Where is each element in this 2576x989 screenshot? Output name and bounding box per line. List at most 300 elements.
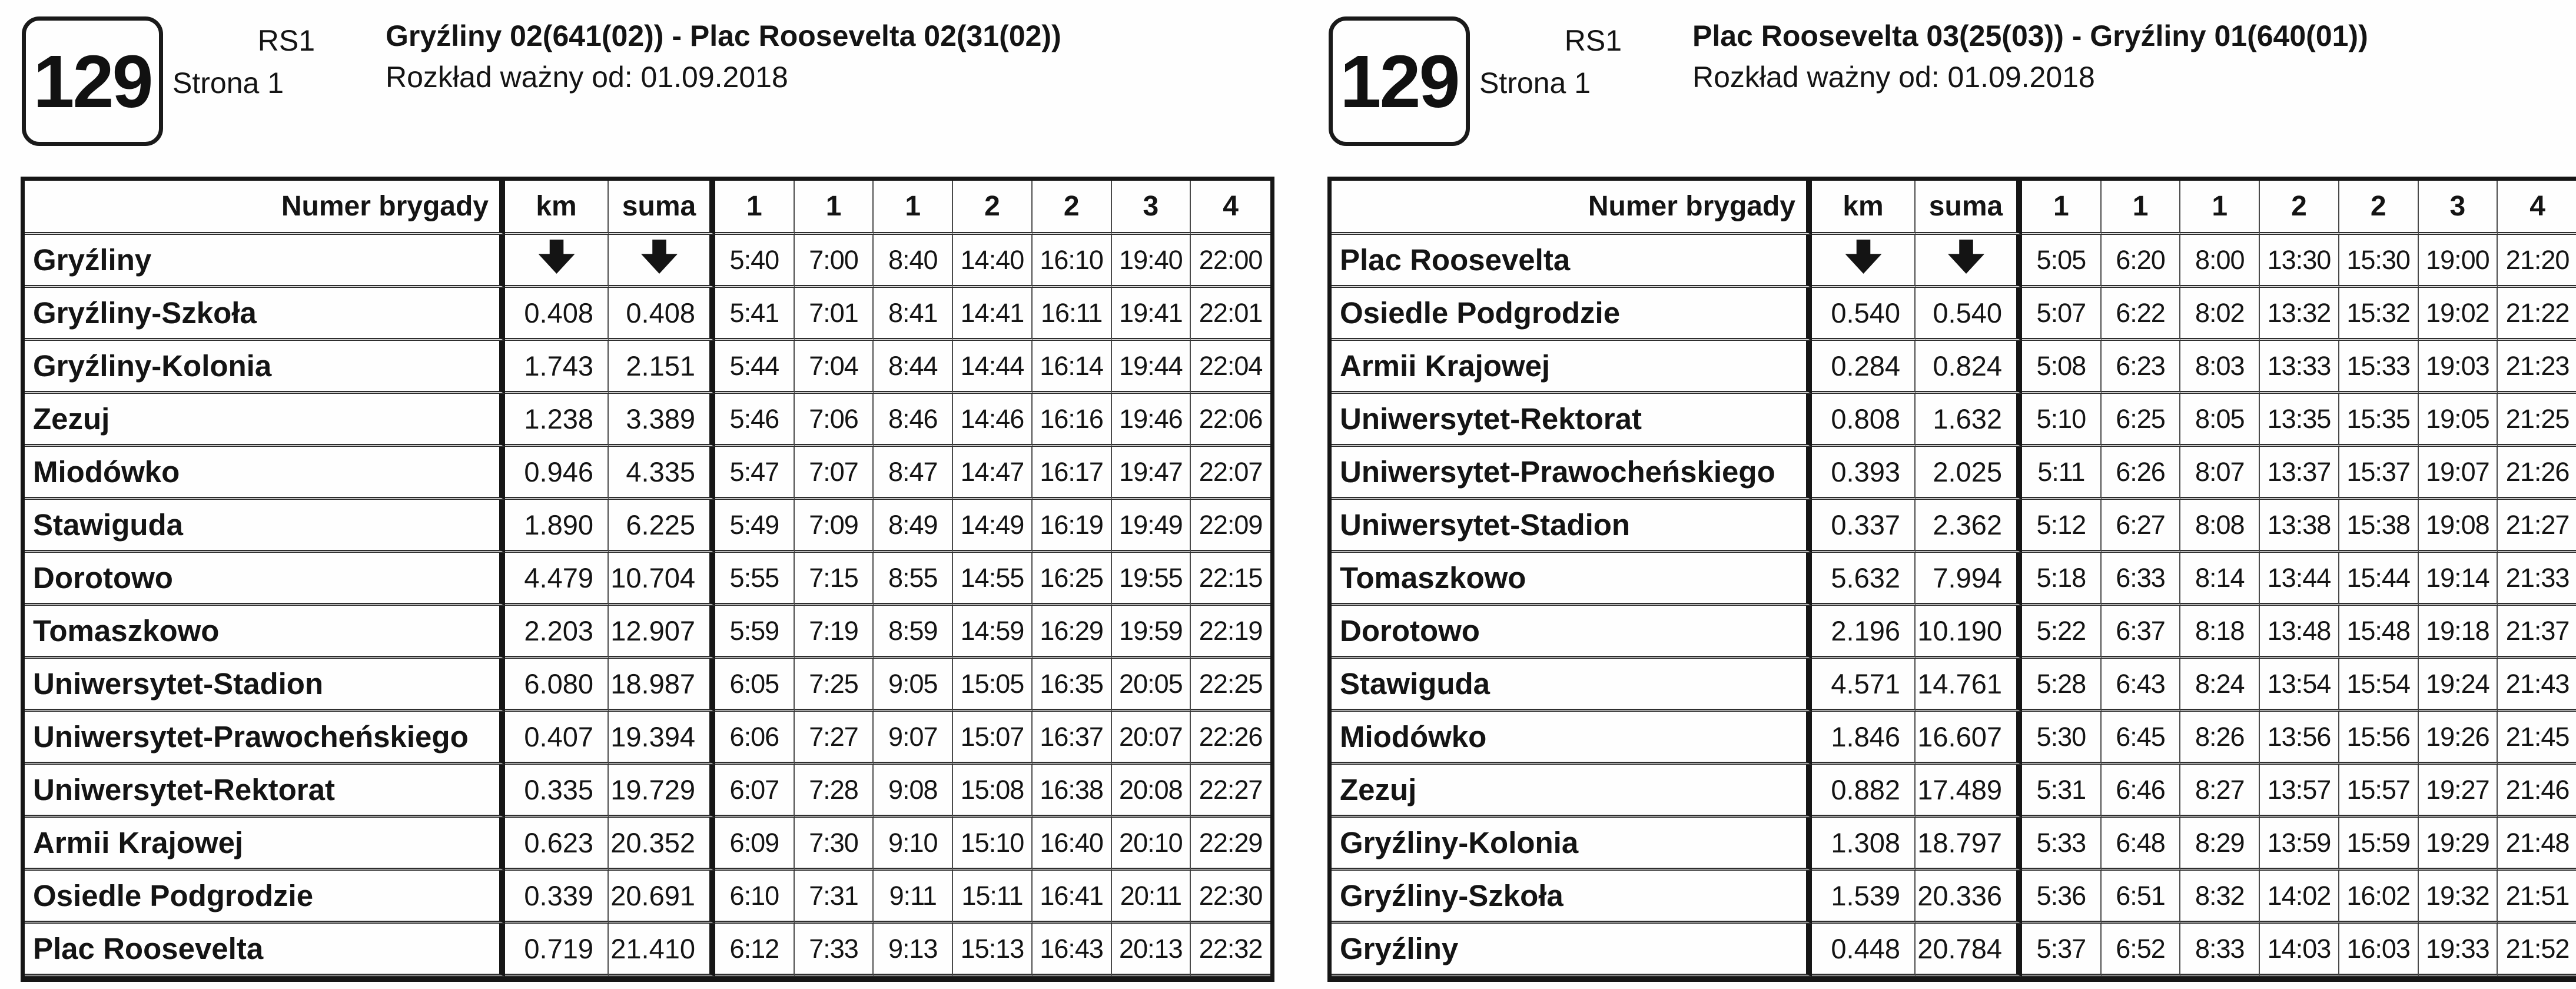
time-cell: 19:32: [2419, 871, 2498, 924]
suma-cell: 20.352: [609, 818, 715, 871]
table-row: [25, 447, 1270, 500]
stop-name-cell: Osiedle Podgrodzie: [25, 871, 505, 924]
time-cell: 19:33: [2419, 924, 2498, 977]
time-cell: 21:51: [2498, 871, 2576, 924]
time-cell: 13:37: [2260, 447, 2339, 500]
down-arrow-icon: [641, 240, 678, 274]
stop-name-cell: Dorotowo: [25, 553, 505, 606]
time-cell: 9:13: [874, 924, 953, 977]
time-cell: 5:36: [2022, 871, 2102, 924]
time-cell: 14:44: [953, 341, 1033, 394]
km-cell: 0.882: [1812, 765, 1916, 818]
time-cell: 21:46: [2498, 765, 2576, 818]
time-cell: 7:33: [795, 924, 874, 977]
validity-label: Rozkład ważny od: 01.09.2018: [1692, 61, 2095, 94]
time-cell: 5:37: [2022, 924, 2102, 977]
km-cell: 0.719: [505, 924, 609, 977]
column-header-km: km: [1812, 181, 1916, 235]
suma-cell: 3.389: [609, 394, 715, 447]
time-cell: 22:04: [1191, 341, 1270, 394]
km-cell: 1.890: [505, 500, 609, 553]
stop-name-cell: Gryźliny-Szkoła: [25, 288, 505, 341]
table-row: [1332, 553, 2576, 606]
time-cell: 6:43: [2102, 659, 2181, 712]
time-cell: 14:49: [953, 500, 1033, 553]
time-cell: 19:03: [2419, 341, 2498, 394]
suma-cell: 12.907: [609, 606, 715, 659]
time-cell: 16:14: [1033, 341, 1112, 394]
time-cell: 21:22: [2498, 288, 2576, 341]
table-row: [1332, 235, 2576, 288]
time-cell: 8:08: [2180, 500, 2260, 553]
time-cell: 7:00: [795, 235, 874, 288]
km-cell: 1.539: [1812, 871, 1916, 924]
time-cell: 16:40: [1033, 818, 1112, 871]
time-cell: 8:24: [2180, 659, 2260, 712]
time-cell: 7:04: [795, 341, 874, 394]
stop-name-cell: Uniwersytet-Prawocheńskiego: [25, 712, 505, 765]
time-cell: 7:15: [795, 553, 874, 606]
table-row: [1332, 606, 2576, 659]
time-cell: 19:27: [2419, 765, 2498, 818]
km-cell: 1.743: [505, 341, 609, 394]
time-cell: 20:05: [1112, 659, 1191, 712]
time-cell: 19:47: [1112, 447, 1191, 500]
brigade-number-header: 2: [2260, 181, 2339, 235]
time-cell: 5:55: [715, 553, 795, 606]
time-cell: 9:10: [874, 818, 953, 871]
table-row: [1332, 871, 2576, 924]
time-cell: 14:40: [953, 235, 1033, 288]
suma-cell: 14.761: [1916, 659, 2022, 712]
time-cell: 22:09: [1191, 500, 1270, 553]
time-cell: 15:57: [2339, 765, 2419, 818]
time-cell: 22:15: [1191, 553, 1270, 606]
route-number: 129: [1340, 39, 1459, 123]
time-cell: 21:45: [2498, 712, 2576, 765]
time-cell: 19:44: [1112, 341, 1191, 394]
time-cell: 5:10: [2022, 394, 2102, 447]
table-row: [25, 606, 1270, 659]
km-cell: 0.808: [1812, 394, 1916, 447]
page-number-label: Strona 1: [172, 67, 284, 99]
down-arrow-icon: [539, 240, 575, 274]
time-cell: 19:08: [2419, 500, 2498, 553]
time-cell: 8:46: [874, 394, 953, 447]
timetable-panel-outbound: [21, 0, 1274, 989]
time-cell: 5:30: [2022, 712, 2102, 765]
time-cell: 20:13: [1112, 924, 1191, 977]
time-cell: 22:27: [1191, 765, 1270, 818]
time-cell: 21:26: [2498, 447, 2576, 500]
suma-cell: 2.362: [1916, 500, 2022, 553]
time-cell: 15:37: [2339, 447, 2419, 500]
time-cell: 7:31: [795, 871, 874, 924]
time-cell: 8:40: [874, 235, 953, 288]
time-cell: 21:33: [2498, 553, 2576, 606]
time-cell: 7:30: [795, 818, 874, 871]
suma-cell: 6.225: [609, 500, 715, 553]
stop-name-cell: Gryźliny: [25, 235, 505, 288]
stop-name-cell: Uniwersytet-Rektorat: [1332, 394, 1812, 447]
time-cell: 6:20: [2102, 235, 2181, 288]
time-cell: 21:37: [2498, 606, 2576, 659]
stop-name-cell: Zezuj: [25, 394, 505, 447]
stop-name-cell: Gryźliny: [1332, 924, 1812, 977]
table-row: [25, 235, 1270, 288]
time-cell: 15:38: [2339, 500, 2419, 553]
time-cell: 8:00: [2180, 235, 2260, 288]
time-cell: 5:18: [2022, 553, 2102, 606]
time-cell: 19:46: [1112, 394, 1191, 447]
table-row: [1332, 924, 2576, 977]
time-cell: 19:49: [1112, 500, 1191, 553]
time-cell: 8:05: [2180, 394, 2260, 447]
time-cell: 20:08: [1112, 765, 1191, 818]
time-cell: 5:47: [715, 447, 795, 500]
suma-cell: 2.025: [1916, 447, 2022, 500]
time-cell: 6:48: [2102, 818, 2181, 871]
time-cell: 6:07: [715, 765, 795, 818]
time-cell: 22:29: [1191, 818, 1270, 871]
stop-name-cell: Uniwersytet-Prawocheńskiego: [1332, 447, 1812, 500]
time-cell: 8:02: [2180, 288, 2260, 341]
brigade-number-header: 1: [795, 181, 874, 235]
time-cell: 22:25: [1191, 659, 1270, 712]
time-cell: 5:33: [2022, 818, 2102, 871]
time-cell: 13:48: [2260, 606, 2339, 659]
time-cell: 16:11: [1033, 288, 1112, 341]
time-cell: 22:32: [1191, 924, 1270, 977]
time-cell: 6:46: [2102, 765, 2181, 818]
time-cell: 19:29: [2419, 818, 2498, 871]
time-cell: 5:12: [2022, 500, 2102, 553]
time-cell: 21:48: [2498, 818, 2576, 871]
suma-cell: 10.190: [1916, 606, 2022, 659]
time-cell: 8:44: [874, 341, 953, 394]
time-cell: 15:10: [953, 818, 1033, 871]
time-cell: 9:05: [874, 659, 953, 712]
time-cell: 19:41: [1112, 288, 1191, 341]
time-cell: 8:47: [874, 447, 953, 500]
time-cell: 7:09: [795, 500, 874, 553]
time-cell: 22:30: [1191, 871, 1270, 924]
suma-cell: 20.784: [1916, 924, 2022, 977]
brigade-number-header: 2: [1033, 181, 1112, 235]
km-cell: [505, 235, 609, 288]
brigade-number-header: 4: [1191, 181, 1270, 235]
suma-cell: [1916, 235, 2022, 288]
suma-cell: 19.729: [609, 765, 715, 818]
suma-cell: 19.394: [609, 712, 715, 765]
time-cell: 13:32: [2260, 288, 2339, 341]
time-cell: 19:05: [2419, 394, 2498, 447]
km-cell: 0.448: [1812, 924, 1916, 977]
time-cell: 22:06: [1191, 394, 1270, 447]
brigade-number-header: 1: [2180, 181, 2260, 235]
suma-cell: 0.824: [1916, 341, 2022, 394]
suma-cell: 1.632: [1916, 394, 2022, 447]
table-row: [25, 924, 1270, 977]
time-cell: 19:18: [2419, 606, 2498, 659]
suma-cell: 16.607: [1916, 712, 2022, 765]
time-cell: 5:40: [715, 235, 795, 288]
time-cell: 22:01: [1191, 288, 1270, 341]
time-cell: 16:35: [1033, 659, 1112, 712]
time-cell: 14:59: [953, 606, 1033, 659]
km-cell: [1812, 235, 1916, 288]
stop-name-cell: Gryźliny-Kolonia: [25, 341, 505, 394]
brigade-number-header: 2: [953, 181, 1033, 235]
table-row: [1332, 500, 2576, 553]
brigade-number-header: 4: [2498, 181, 2576, 235]
suma-cell: 10.704: [609, 553, 715, 606]
time-cell: 21:23: [2498, 341, 2576, 394]
km-cell: 1.846: [1812, 712, 1916, 765]
time-cell: 19:07: [2419, 447, 2498, 500]
km-cell: 0.407: [505, 712, 609, 765]
time-cell: 6:45: [2102, 712, 2181, 765]
time-cell: 13:44: [2260, 553, 2339, 606]
time-cell: 8:41: [874, 288, 953, 341]
table-row: [1332, 288, 2576, 341]
time-cell: 21:52: [2498, 924, 2576, 977]
time-cell: 21:27: [2498, 500, 2576, 553]
km-cell: 4.479: [505, 553, 609, 606]
suma-cell: 4.335: [609, 447, 715, 500]
time-cell: 15:33: [2339, 341, 2419, 394]
time-cell: 6:51: [2102, 871, 2181, 924]
time-cell: 15:05: [953, 659, 1033, 712]
table-row: [25, 394, 1270, 447]
time-cell: 14:02: [2260, 871, 2339, 924]
stop-name-cell: Gryźliny-Szkoła: [1332, 871, 1812, 924]
time-cell: 6:05: [715, 659, 795, 712]
down-arrow-icon: [1948, 240, 1984, 274]
time-cell: 19:00: [2419, 235, 2498, 288]
table-row: [25, 341, 1270, 394]
time-cell: 15:07: [953, 712, 1033, 765]
time-cell: 14:46: [953, 394, 1033, 447]
time-cell: 13:56: [2260, 712, 2339, 765]
stop-name-cell: Stawiguda: [1332, 659, 1812, 712]
suma-cell: [609, 235, 715, 288]
stop-name-cell: Gryźliny-Kolonia: [1332, 818, 1812, 871]
time-cell: 13:59: [2260, 818, 2339, 871]
time-cell: 19:26: [2419, 712, 2498, 765]
time-cell: 7:27: [795, 712, 874, 765]
stop-name-cell: Stawiguda: [25, 500, 505, 553]
time-cell: 16:03: [2339, 924, 2419, 977]
brigade-number-header: 1: [2102, 181, 2181, 235]
km-cell: 0.540: [1812, 288, 1916, 341]
brigade-number-header: 2: [2339, 181, 2419, 235]
time-cell: 7:07: [795, 447, 874, 500]
km-cell: 0.339: [505, 871, 609, 924]
time-cell: 16:17: [1033, 447, 1112, 500]
time-cell: 7:28: [795, 765, 874, 818]
time-cell: 5:59: [715, 606, 795, 659]
km-cell: 0.337: [1812, 500, 1916, 553]
time-cell: 16:38: [1033, 765, 1112, 818]
suma-cell: 18.797: [1916, 818, 2022, 871]
stop-name-cell: Armii Krajowej: [1332, 341, 1812, 394]
time-cell: 5:49: [715, 500, 795, 553]
time-cell: 15:59: [2339, 818, 2419, 871]
route-number-badge: [1329, 16, 1470, 146]
route-number: 129: [33, 39, 152, 123]
time-cell: 5:31: [2022, 765, 2102, 818]
stop-name-cell: Miodówko: [1332, 712, 1812, 765]
time-cell: 9:11: [874, 871, 953, 924]
stop-name-cell: Uniwersytet-Stadion: [1332, 500, 1812, 553]
time-cell: 6:27: [2102, 500, 2181, 553]
time-cell: 15:35: [2339, 394, 2419, 447]
stop-name-cell: Miodówko: [25, 447, 505, 500]
time-cell: 8:03: [2180, 341, 2260, 394]
stop-name-cell: Uniwersytet-Rektorat: [25, 765, 505, 818]
km-cell: 5.632: [1812, 553, 1916, 606]
table-row: [1332, 712, 2576, 765]
time-cell: 8:07: [2180, 447, 2260, 500]
stop-name-cell: Tomaszkowo: [25, 606, 505, 659]
time-cell: 16:16: [1033, 394, 1112, 447]
time-cell: 6:09: [715, 818, 795, 871]
stop-name-cell: Osiedle Podgrodzie: [1332, 288, 1812, 341]
column-header-numer-brygady: Numer brygady: [25, 181, 505, 235]
time-cell: 6:12: [715, 924, 795, 977]
time-cell: 15:54: [2339, 659, 2419, 712]
time-cell: 5:05: [2022, 235, 2102, 288]
time-cell: 16:37: [1033, 712, 1112, 765]
column-header-km: km: [505, 181, 609, 235]
time-cell: 6:06: [715, 712, 795, 765]
time-cell: 16:43: [1033, 924, 1112, 977]
column-header-numer-brygady: Numer brygady: [1332, 181, 1812, 235]
suma-cell: 2.151: [609, 341, 715, 394]
time-cell: 6:25: [2102, 394, 2181, 447]
suma-cell: 17.489: [1916, 765, 2022, 818]
table-header-row: [1332, 181, 2576, 235]
table-row: [1332, 394, 2576, 447]
time-cell: 22:26: [1191, 712, 1270, 765]
time-cell: 7:19: [795, 606, 874, 659]
stop-name-cell: Tomaszkowo: [1332, 553, 1812, 606]
line-code-label: RS1: [1564, 24, 1622, 57]
table-row: [25, 871, 1270, 924]
table-row: [25, 288, 1270, 341]
km-cell: 0.408: [505, 288, 609, 341]
time-cell: 6:33: [2102, 553, 2181, 606]
time-cell: 8:18: [2180, 606, 2260, 659]
time-cell: 22:19: [1191, 606, 1270, 659]
time-cell: 8:59: [874, 606, 953, 659]
time-cell: 6:23: [2102, 341, 2181, 394]
brigade-number-header: 1: [2022, 181, 2102, 235]
suma-cell: 0.408: [609, 288, 715, 341]
time-cell: 15:13: [953, 924, 1033, 977]
km-cell: 0.393: [1812, 447, 1916, 500]
table-row: [25, 659, 1270, 712]
time-cell: 14:03: [2260, 924, 2339, 977]
table-row: [1332, 659, 2576, 712]
time-cell: 14:47: [953, 447, 1033, 500]
time-cell: 13:57: [2260, 765, 2339, 818]
km-cell: 2.203: [505, 606, 609, 659]
timetable-table: [1327, 177, 2576, 982]
time-cell: 5:41: [715, 288, 795, 341]
time-cell: 5:46: [715, 394, 795, 447]
km-cell: 6.080: [505, 659, 609, 712]
time-cell: 19:55: [1112, 553, 1191, 606]
timetable-panel-return: [1327, 0, 2576, 989]
time-cell: 6:26: [2102, 447, 2181, 500]
km-cell: 0.946: [505, 447, 609, 500]
page-number-label: Strona 1: [1479, 67, 1591, 99]
time-cell: 13:33: [2260, 341, 2339, 394]
table-row: [25, 500, 1270, 553]
time-cell: 13:30: [2260, 235, 2339, 288]
time-cell: 16:10: [1033, 235, 1112, 288]
stop-name-cell: Dorotowo: [1332, 606, 1812, 659]
time-cell: 9:07: [874, 712, 953, 765]
time-cell: 5:08: [2022, 341, 2102, 394]
km-cell: 1.238: [505, 394, 609, 447]
time-cell: 8:55: [874, 553, 953, 606]
suma-cell: 21.410: [609, 924, 715, 977]
time-cell: 16:02: [2339, 871, 2419, 924]
time-cell: 15:44: [2339, 553, 2419, 606]
time-cell: 15:08: [953, 765, 1033, 818]
time-cell: 5:07: [2022, 288, 2102, 341]
suma-cell: 20.336: [1916, 871, 2022, 924]
km-cell: 2.196: [1812, 606, 1916, 659]
time-cell: 16:19: [1033, 500, 1112, 553]
line-code-label: RS1: [257, 24, 315, 57]
time-cell: 14:41: [953, 288, 1033, 341]
time-cell: 7:25: [795, 659, 874, 712]
time-cell: 15:32: [2339, 288, 2419, 341]
route-title: Gryźliny 02(641(02)) - Plac Roosevelta 02(31(02)): [386, 19, 1061, 52]
time-cell: 20:11: [1112, 871, 1191, 924]
down-arrow-icon: [1845, 240, 1882, 274]
validity-label: Rozkład ważny od: 01.09.2018: [386, 61, 788, 94]
time-cell: 22:00: [1191, 235, 1270, 288]
column-header-suma: suma: [1916, 181, 2022, 235]
stop-name-cell: Plac Roosevelta: [25, 924, 505, 977]
timetable-table: [21, 177, 1274, 982]
column-header-suma: suma: [609, 181, 715, 235]
table-row: [1332, 818, 2576, 871]
table-header-row: [25, 181, 1270, 235]
time-cell: 5:44: [715, 341, 795, 394]
time-cell: 16:41: [1033, 871, 1112, 924]
km-cell: 0.284: [1812, 341, 1916, 394]
brigade-number-header: 3: [2419, 181, 2498, 235]
time-cell: 19:02: [2419, 288, 2498, 341]
time-cell: 19:59: [1112, 606, 1191, 659]
time-cell: 5:28: [2022, 659, 2102, 712]
time-cell: 13:38: [2260, 500, 2339, 553]
km-cell: 0.623: [505, 818, 609, 871]
km-cell: 4.571: [1812, 659, 1916, 712]
time-cell: 16:29: [1033, 606, 1112, 659]
suma-cell: 7.994: [1916, 553, 2022, 606]
time-cell: 8:32: [2180, 871, 2260, 924]
time-cell: 21:25: [2498, 394, 2576, 447]
time-cell: 14:55: [953, 553, 1033, 606]
km-cell: 0.335: [505, 765, 609, 818]
